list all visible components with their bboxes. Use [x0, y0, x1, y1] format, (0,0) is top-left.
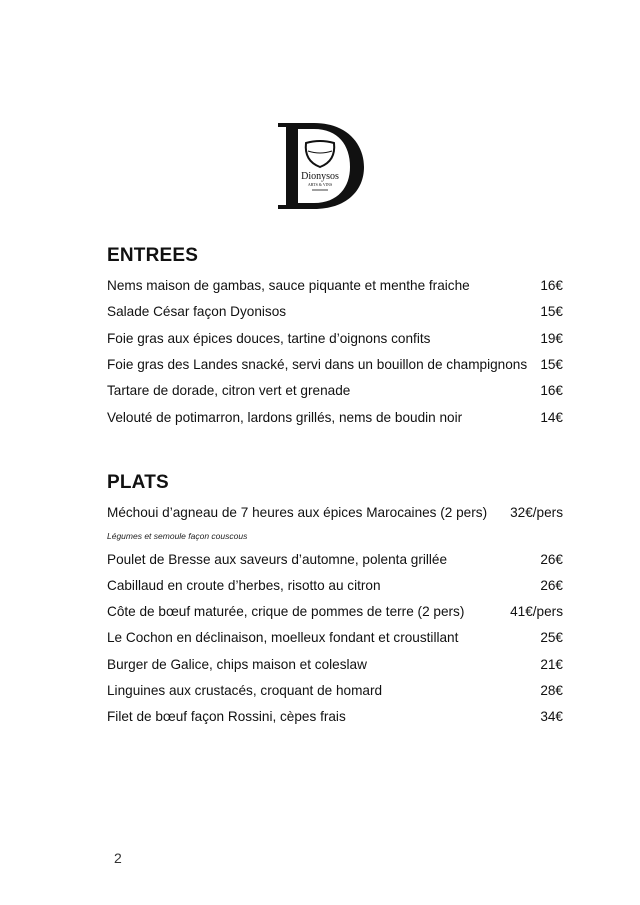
item-price: 26€ — [540, 578, 563, 593]
item-name: Nems maison de gambas, sauce piquante et menthe fraiche — [107, 278, 470, 293]
svg-text:Dionysos: Dionysos — [301, 171, 339, 182]
menu-item — [107, 681, 563, 701]
menu-item — [107, 276, 563, 296]
item-name: Velouté de potimarron, lardons grillés, nems de boudin noir — [107, 410, 463, 425]
item-note: Légumes et semoule façon couscous — [107, 531, 248, 541]
item-name: Cabillaud en croute d’herbes, risotto au citron — [107, 578, 381, 593]
menu-item — [107, 503, 563, 523]
menu-item — [107, 329, 563, 349]
menu-item — [107, 381, 563, 401]
item-name: Burger de Galice, chips maison et coleslaw — [107, 657, 367, 672]
item-price: 15€ — [540, 304, 563, 319]
menu-item — [107, 550, 563, 570]
item-name: Foie gras aux épices douces, tartine d’oignons confits — [107, 331, 431, 346]
menu-item — [107, 655, 563, 675]
item-price: 16€ — [540, 278, 563, 293]
item-name: Tartare de dorade, citron vert et grenade — [107, 383, 351, 398]
item-price: 21€ — [540, 657, 563, 672]
menu-item — [107, 408, 563, 428]
item-name: Salade César façon Dyonisos — [107, 304, 287, 319]
section-title-entrees: ENTREES — [107, 245, 199, 266]
svg-text:ARTS & VINS: ARTS & VINS — [307, 182, 333, 187]
item-name: Filet de bœuf façon Rossini, cèpes frais — [107, 709, 346, 724]
item-name: Poulet de Bresse aux saveurs d’automne, polenta grillée — [107, 552, 448, 567]
item-price: 28€ — [540, 683, 563, 698]
dionysos-logo — [276, 121, 366, 211]
item-name: Le Cochon en déclinaison, moelleux fondant et croustillant — [107, 630, 459, 645]
menu-item — [107, 355, 563, 375]
menu-item — [107, 576, 563, 596]
logo-d-icon — [276, 121, 366, 211]
item-price: 41€/pers — [510, 604, 563, 619]
item-name: Côte de bœuf maturée, crique de pommes de terre (2 pers) — [107, 604, 465, 619]
page-number: 2 — [114, 850, 122, 866]
item-price: 15€ — [540, 357, 563, 372]
item-price: 26€ — [540, 552, 563, 567]
item-name: Linguines aux crustacés, croquant de homard — [107, 683, 383, 698]
menu-item — [107, 628, 563, 648]
menu-item — [107, 707, 563, 727]
section-title-plats: PLATS — [107, 472, 169, 493]
item-price: 32€/pers — [510, 505, 563, 520]
menu-item — [107, 602, 563, 622]
menu-item — [107, 302, 563, 322]
item-name: Foie gras des Landes snacké, servi dans un bouillon de champignons — [107, 357, 528, 372]
item-price: 25€ — [540, 630, 563, 645]
item-price: 16€ — [540, 383, 563, 398]
item-price: 14€ — [540, 410, 563, 425]
item-price: 34€ — [540, 709, 563, 724]
item-name: Méchoui d’agneau de 7 heures aux épices Marocaines (2 pers) — [107, 505, 488, 520]
item-price: 19€ — [540, 331, 563, 346]
